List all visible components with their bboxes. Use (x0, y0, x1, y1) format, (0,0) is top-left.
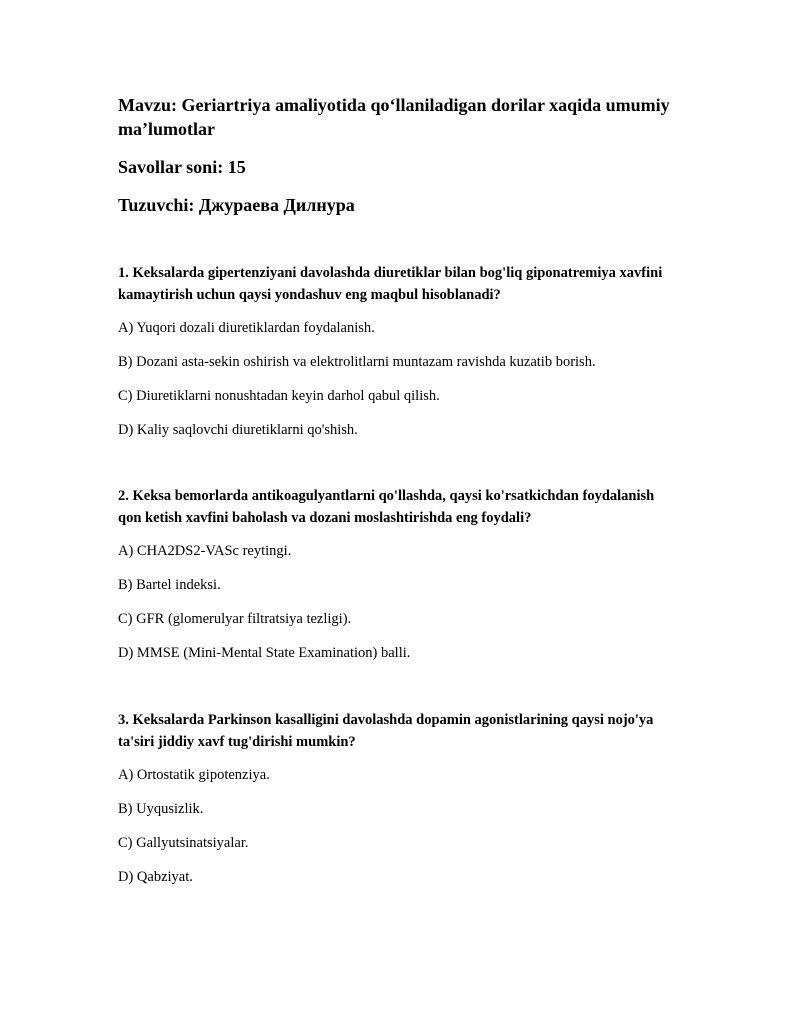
document-header (118, 93, 698, 231)
option-a: A) Ortostatik gipotenziya. (118, 767, 270, 783)
option-d: D) MMSE (Mini-Mental State Examination) balli. (118, 645, 411, 661)
option-b: B) Dozani asta-sekin oshirish va elektrolitlarni muntazam ravishda kuzatib borish. (118, 354, 596, 370)
option-c: C) Gallyutsinatsiyalar. (118, 835, 249, 851)
option-c: C) Diuretiklarni nonushtadan keyin darhol qabul qilish. (118, 388, 440, 404)
question-block-2 (118, 485, 678, 677)
option-d: D) Kaliy saqlovchi diuretiklarni qo'shish. (118, 422, 358, 438)
option-b: B) Uyqusizlik. (118, 801, 204, 817)
question-count: Savollar soni: 15 (118, 157, 246, 177)
question-text: 3. Keksalarda Parkinson kasalligini davolashda dopamin agonistlarining qaysi nojo'ya ta'siri jiddiy xavf tug'dirishi mumkin? (118, 712, 654, 750)
document-title: Mavzu: Geriartriya amaliyotida qo‘llaniladigan dorilar xaqida umumiy ma’lumotlar (118, 95, 670, 139)
author-line: Tuzuvchi: Джураева Дилнура (118, 195, 355, 215)
option-a: A) CHA2DS2-VASc reytingi. (118, 543, 292, 559)
question-block-1 (118, 262, 678, 454)
question-text: 1. Keksalarda gipertenziyani davolashda diuretiklar bilan bog'liq giponatremiya xavfini kamaytirish uchun qaysi yondashuv eng maqbul hisoblanadi? (118, 265, 663, 303)
option-d: D) Qabziyat. (118, 869, 193, 885)
question-block-3 (118, 709, 678, 901)
option-b: B) Bartel indeksi. (118, 577, 221, 593)
option-c: C) GFR (glomerulyar filtratsiya tezligi). (118, 611, 352, 627)
question-text: 2. Keksa bemorlarda antikoagulyantlarni qo'llashda, qaysi ko'rsatkichdan foydalanish qon ketish xavfini baholash va dozani moslashtirishda eng foydali? (118, 488, 655, 526)
option-a: A) Yuqori dozali diuretiklardan foydalanish. (118, 320, 375, 336)
